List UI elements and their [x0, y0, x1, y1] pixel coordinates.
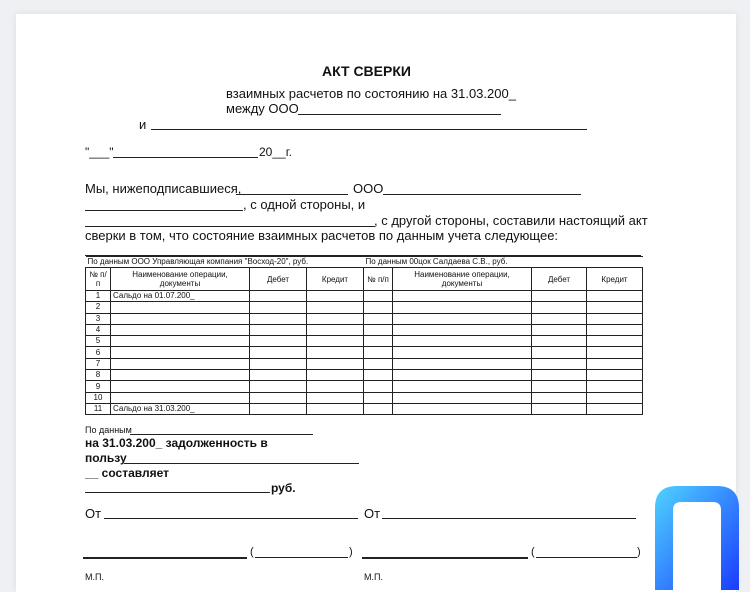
from-right-line	[382, 518, 636, 519]
row-operation	[111, 370, 250, 381]
left-party-caption: По данным ООО Управляющая компания "Восход-20", руб.	[86, 257, 364, 268]
stamp-right-label: М.П.	[364, 572, 383, 582]
para-one-side: , с одной стороны, и	[243, 197, 366, 212]
row-operation-right	[393, 358, 532, 369]
table-row	[86, 336, 643, 347]
row-number-right	[364, 302, 393, 313]
row-debit	[250, 403, 307, 414]
row-operation-right	[393, 324, 532, 335]
row-number: 5	[86, 336, 111, 347]
row-credit	[307, 381, 364, 392]
row-debit-right	[532, 392, 587, 403]
col-header-operation-right: Наименование операции, документы	[393, 268, 532, 291]
row-number: 1	[86, 291, 111, 302]
row-number: 10	[86, 392, 111, 403]
table-row	[86, 370, 643, 381]
reconciliation-table	[85, 256, 643, 415]
row-debit-right	[532, 313, 587, 324]
table-row	[86, 291, 643, 302]
row-credit	[307, 324, 364, 335]
row-debit	[250, 324, 307, 335]
row-operation-right	[393, 347, 532, 358]
row-number: 4	[86, 324, 111, 335]
row-credit-right	[587, 313, 643, 324]
row-number-right	[364, 313, 393, 324]
row-credit	[307, 291, 364, 302]
row-debit	[250, 392, 307, 403]
row-credit-right	[587, 358, 643, 369]
row-debit	[250, 370, 307, 381]
from-right-label: От	[364, 506, 381, 521]
row-operation	[111, 358, 250, 369]
row-operation	[111, 347, 250, 358]
signature-left-name-line	[255, 557, 348, 558]
row-credit-right	[587, 381, 643, 392]
col-header-operation: Наименование операции, документы	[111, 268, 250, 291]
row-credit	[307, 392, 364, 403]
row-operation-right	[393, 403, 532, 414]
row-number-right	[364, 403, 393, 414]
table-row	[86, 302, 643, 313]
row-operation-right	[393, 302, 532, 313]
row-operation-right	[393, 370, 532, 381]
table-row	[86, 381, 643, 392]
party2-line	[85, 226, 375, 227]
row-credit-right	[587, 324, 643, 335]
para-ooo: ООО	[353, 181, 384, 196]
table-row	[86, 313, 643, 324]
date-month-line	[113, 157, 258, 158]
row-operation-right	[393, 313, 532, 324]
para-other-side: , с другой стороны, составили настоящий акт	[374, 213, 648, 228]
table-row	[86, 347, 643, 358]
row-debit	[250, 358, 307, 369]
by-data-label: По данным	[85, 425, 132, 435]
counterparty-line	[151, 129, 587, 130]
row-debit	[250, 381, 307, 392]
table-row	[86, 324, 643, 335]
and-label: и	[139, 117, 147, 132]
in-favor-label: пользу	[85, 451, 127, 465]
row-number: 2	[86, 302, 111, 313]
row-credit	[307, 370, 364, 381]
table-row	[86, 358, 643, 369]
row-debit	[250, 291, 307, 302]
col-header-num-right: № п/п	[364, 268, 393, 291]
date-year: 20__г.	[259, 145, 292, 159]
row-debit-right	[532, 370, 587, 381]
row-credit	[307, 347, 364, 358]
between-company-line	[298, 114, 501, 115]
row-number-right	[364, 381, 393, 392]
company1-line	[383, 194, 581, 195]
from-left-line	[104, 518, 358, 519]
row-number-right	[364, 336, 393, 347]
row-number-right	[364, 370, 393, 381]
between-label: между ООО	[226, 101, 299, 116]
row-number-right	[364, 392, 393, 403]
row-credit-right	[587, 347, 643, 358]
col-header-debit: Дебет	[250, 268, 307, 291]
signatory1-line	[236, 194, 348, 195]
table-row	[86, 403, 643, 414]
row-operation	[111, 324, 250, 335]
signature-left-line	[83, 557, 247, 559]
document-subtitle: взаимных расчетов по состоянию на 31.03.200_	[226, 86, 516, 101]
row-credit	[307, 302, 364, 313]
signature-left-paren-close: )	[349, 546, 353, 558]
col-header-credit: Кредит	[307, 268, 364, 291]
row-credit-right	[587, 403, 643, 414]
by-data-line	[130, 434, 313, 435]
party1-line	[85, 210, 243, 211]
right-party-caption: По данным 00цок Салдаева С.В., руб.	[364, 257, 643, 268]
row-operation-right	[393, 336, 532, 347]
row-credit-right	[587, 392, 643, 403]
amount-line	[85, 492, 270, 493]
row-operation	[111, 381, 250, 392]
table-header-row	[86, 268, 643, 291]
in-favor-line	[124, 463, 359, 464]
row-operation-right	[393, 381, 532, 392]
row-debit-right	[532, 291, 587, 302]
row-debit	[250, 347, 307, 358]
col-header-num: № п/п	[86, 268, 111, 291]
from-left-label: От	[85, 506, 102, 521]
row-debit	[250, 302, 307, 313]
row-number-right	[364, 347, 393, 358]
row-operation	[111, 313, 250, 324]
row-credit	[307, 403, 364, 414]
signature-right-line	[362, 557, 528, 559]
row-operation	[111, 392, 250, 403]
row-credit-right	[587, 291, 643, 302]
row-number: 9	[86, 381, 111, 392]
row-number-right	[364, 324, 393, 335]
signature-left-paren-open: (	[250, 546, 254, 558]
row-operation-right	[393, 392, 532, 403]
row-credit-right	[587, 370, 643, 381]
para-signatories: Мы, нижеподписавшиеся,	[85, 181, 242, 196]
table-row	[86, 392, 643, 403]
col-header-debit-right: Дебет	[532, 268, 587, 291]
row-credit-right	[587, 302, 643, 313]
signature-right-name-line	[536, 557, 637, 558]
row-number-right	[364, 291, 393, 302]
row-debit-right	[532, 403, 587, 414]
row-debit-right	[532, 336, 587, 347]
row-operation	[111, 302, 250, 313]
row-number: 7	[86, 358, 111, 369]
amount-prefix: __ составляет	[85, 466, 169, 480]
row-number: 3	[86, 313, 111, 324]
row-debit-right	[532, 381, 587, 392]
para-reconciliation: сверки в том, что состояние взаимных расчетов по данным учета следующее:	[85, 228, 559, 243]
row-debit-right	[532, 347, 587, 358]
row-credit-right	[587, 336, 643, 347]
currency-label: руб.	[271, 481, 296, 495]
signature-right-paren-close: )	[637, 546, 641, 558]
date-day: "___"	[85, 145, 114, 159]
brand-logo-icon	[651, 482, 743, 592]
row-credit	[307, 358, 364, 369]
row-operation	[111, 336, 250, 347]
signature-right-paren-open: (	[531, 546, 535, 558]
row-number: 11	[86, 403, 111, 414]
row-operation-right	[393, 291, 532, 302]
document-title: АКТ СВЕРКИ	[322, 63, 411, 79]
row-debit-right	[532, 324, 587, 335]
row-debit-right	[532, 302, 587, 313]
stamp-left-label: М.П.	[85, 572, 104, 582]
row-credit	[307, 336, 364, 347]
row-debit-right	[532, 358, 587, 369]
row-number: 6	[86, 347, 111, 358]
debt-line: на 31.03.200_ задолженность в	[85, 436, 268, 450]
row-debit	[250, 313, 307, 324]
row-number: 8	[86, 370, 111, 381]
col-header-credit-right: Кредит	[587, 268, 643, 291]
row-credit	[307, 313, 364, 324]
row-number-right	[364, 358, 393, 369]
row-operation: Сальдо на 31.03.200_	[111, 403, 250, 414]
row-debit	[250, 336, 307, 347]
row-operation: Сальдо на 01.07.200_	[111, 291, 250, 302]
